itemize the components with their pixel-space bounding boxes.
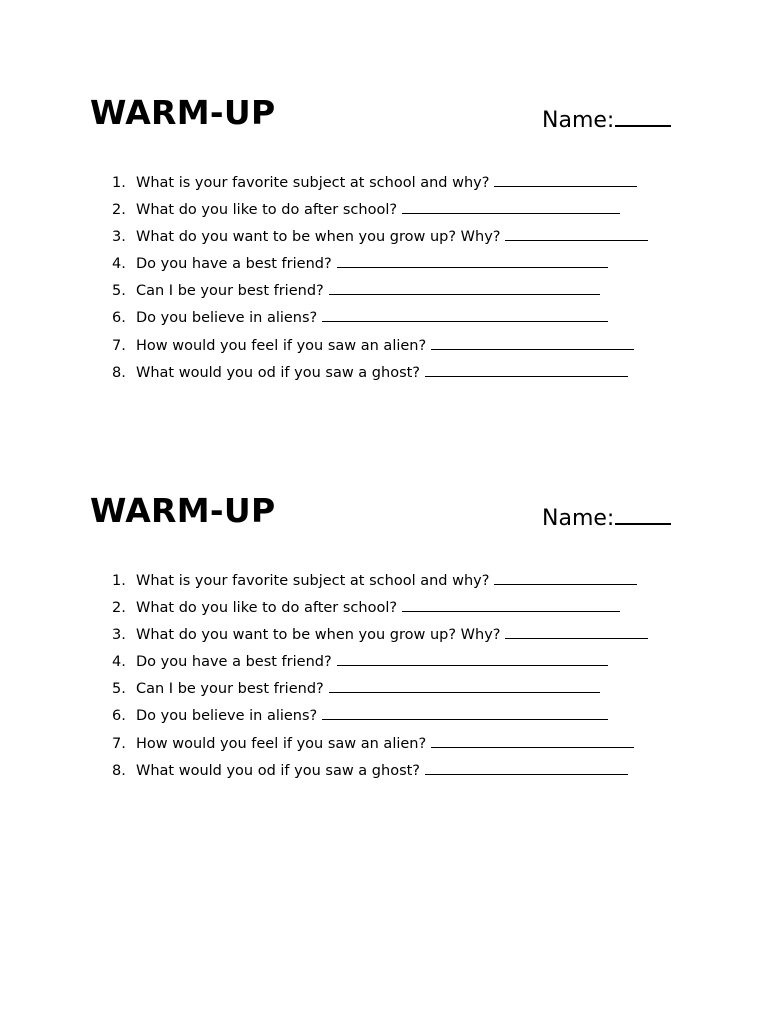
answer-blank-line — [494, 570, 637, 585]
answer-blank-line — [402, 597, 620, 612]
answer-blank-line — [431, 335, 634, 350]
question-number: 8. — [112, 364, 126, 381]
question-item — [112, 170, 648, 197]
question-item — [112, 278, 648, 305]
answer-blank-line — [494, 172, 637, 187]
answer-blank-line — [329, 678, 600, 693]
answer-blank-line — [505, 226, 648, 241]
question-text: What do you want to be when you grow up? Why? — [136, 229, 501, 246]
question-text: What is your favorite subject at school and why? — [136, 573, 490, 589]
question-list — [112, 568, 648, 785]
question-text: What would you od if you saw a ghost? — [136, 364, 421, 381]
question-item — [112, 622, 648, 649]
answer-blank-line — [322, 705, 608, 720]
answer-blank-line — [329, 280, 600, 295]
question-item — [112, 305, 648, 332]
name-label: Name: — [542, 108, 615, 133]
question-text: Do you believe in aliens? — [136, 708, 318, 725]
question-text: Do you have a best friend? — [136, 654, 332, 671]
question-number: 3. — [112, 627, 126, 644]
question-text: What do you like to do after school? — [136, 202, 398, 219]
question-text: What do you want to be when you grow up? Why? — [136, 627, 501, 644]
question-item — [112, 251, 648, 278]
question-text: How would you feel if you saw an alien? — [136, 735, 427, 752]
question-number: 5. — [112, 283, 126, 300]
question-text: Can I be your best friend? — [136, 681, 324, 698]
answer-blank-line — [322, 307, 608, 322]
question-text: Do you have a best friend? — [136, 256, 332, 273]
question-item — [112, 676, 648, 703]
question-item — [112, 758, 648, 785]
answer-blank-line — [505, 624, 648, 639]
question-number: 5. — [112, 681, 126, 698]
question-number: 7. — [112, 735, 126, 752]
question-number: 2. — [112, 600, 126, 617]
answer-blank-line — [337, 253, 608, 268]
question-item — [112, 568, 648, 595]
question-item — [112, 197, 648, 224]
name-field — [542, 103, 671, 135]
name-blank-line — [615, 501, 671, 525]
question-item — [112, 649, 648, 676]
question-number: 2. — [112, 202, 126, 219]
question-number: 1. — [112, 175, 126, 191]
name-label: Name: — [542, 506, 615, 531]
question-number: 4. — [112, 256, 126, 273]
question-text: What do you like to do after school? — [136, 600, 398, 617]
question-list — [112, 170, 648, 387]
question-number: 1. — [112, 573, 126, 589]
question-item — [112, 224, 648, 251]
worksheet-title: WARM-UP — [90, 93, 276, 132]
question-number: 7. — [112, 337, 126, 354]
question-number: 6. — [112, 708, 126, 725]
question-item — [112, 333, 648, 360]
question-number: 6. — [112, 310, 126, 327]
question-item — [112, 595, 648, 622]
question-item — [112, 731, 648, 758]
question-text: What would you od if you saw a ghost? — [136, 762, 421, 779]
name-blank-line — [615, 103, 671, 127]
answer-blank-line — [425, 362, 628, 377]
answer-blank-line — [402, 199, 620, 214]
answer-blank-line — [425, 760, 628, 775]
question-number: 8. — [112, 762, 126, 779]
question-item — [112, 703, 648, 730]
question-item — [112, 360, 648, 387]
question-number: 4. — [112, 654, 126, 671]
question-text: Do you believe in aliens? — [136, 310, 318, 327]
question-text: How would you feel if you saw an alien? — [136, 337, 427, 354]
answer-blank-line — [431, 733, 634, 748]
name-field — [542, 501, 671, 533]
worksheet-title: WARM-UP — [90, 491, 276, 530]
question-text: Can I be your best friend? — [136, 283, 324, 300]
question-text: What is your favorite subject at school and why? — [136, 175, 490, 191]
question-number: 3. — [112, 229, 126, 246]
answer-blank-line — [337, 651, 608, 666]
